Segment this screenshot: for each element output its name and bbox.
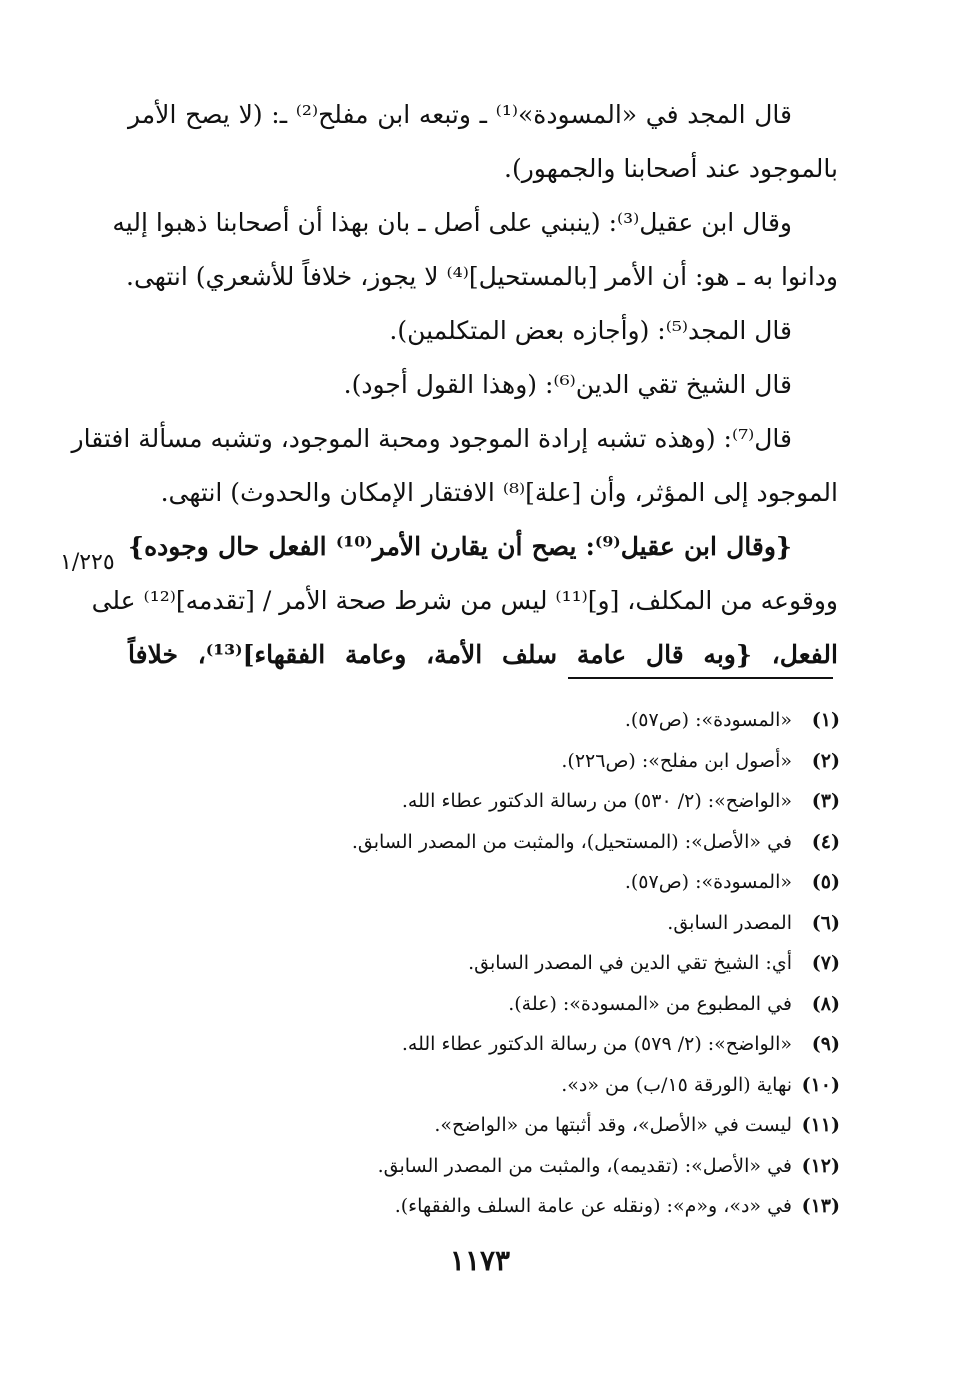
footnote-item bbox=[200, 700, 840, 741]
footnote-text: أي: الشيخ تقي الدين في المصدر السابق. bbox=[468, 952, 792, 974]
footnote-text: «الواضح»: (٢/ ٥٣٠) من رسالة الدكتور عطاء الله. bbox=[401, 790, 792, 812]
footnote-separator bbox=[568, 677, 833, 679]
footnote-text: المصدر السابق. bbox=[667, 911, 792, 934]
footnote-text: «المسودة»: (ص٥٧). bbox=[624, 709, 792, 731]
text-line-8: الموجود إلى المؤثر، وأن [علة]⁽⁸⁾ الافتقار الإمكان والحدوث) انتهى. bbox=[160, 478, 838, 507]
text-line-5: قال المجد⁽⁵⁾: (وأجازه بعض المتكلمين). bbox=[389, 316, 792, 345]
footnote-item bbox=[200, 1105, 840, 1146]
footnote-item bbox=[200, 862, 840, 903]
text-line-4: ودانوا به ـ هو: أن الأمر [بالمستحيل]⁽⁴⁾ لا يجوز، خلافاً للأشعري) انتهى. bbox=[126, 262, 838, 291]
footnote-number: (٥) bbox=[811, 871, 840, 893]
footnote-text: «الواضح»: (٢/ ٥٧٩) من رسالة الدكتور عطاء الله. bbox=[401, 1033, 792, 1055]
text-line-10: ووقوعه من المكلف، [و]⁽¹¹⁾ ليس من شرط صحة الأمر / [تقدمه]⁽¹²⁾ على bbox=[91, 586, 838, 615]
footnote-text: «أصول ابن مفلح»: (ص٢٢٦). bbox=[561, 749, 792, 772]
footnote-item bbox=[200, 741, 840, 782]
footnote-item bbox=[200, 1024, 840, 1065]
footnotes bbox=[200, 700, 840, 1227]
footnote-text: في «د»، و«م»: (ونقله عن عامة السلف والفقهاء). bbox=[394, 1195, 792, 1217]
margin-volume-page-note: ١/٢٢٥ bbox=[60, 550, 115, 575]
footnote-number: (١٢) bbox=[801, 1154, 840, 1177]
footnote-text: نهاية (الورقة ١٥/ب) من «د». bbox=[561, 1073, 792, 1096]
footnote-item bbox=[200, 903, 840, 944]
footnote-text: في «الأصل»: (المستحيل)، والمثبت من المصدر السابق. bbox=[351, 830, 792, 853]
footnote-item bbox=[200, 1146, 840, 1187]
footnote-item bbox=[200, 1065, 840, 1106]
footnote-text: ليست في «الأصل»، وقد أثبتها من «الواضح». bbox=[434, 1114, 792, 1136]
footnote-number: (٩) bbox=[811, 1033, 840, 1055]
footnote-item bbox=[200, 943, 840, 984]
footnote-item bbox=[200, 1186, 840, 1227]
text-line-2: بالموجود عند أصحابنا والجمهور). bbox=[504, 154, 838, 183]
footnote-number: (٨) bbox=[811, 992, 840, 1015]
footnote-item bbox=[200, 781, 840, 822]
footnote-number: (٧) bbox=[811, 952, 840, 974]
footnote-number: (٣) bbox=[811, 790, 840, 812]
footnote-number: (١٠) bbox=[801, 1073, 840, 1096]
footnote-number: (٦) bbox=[811, 911, 840, 934]
footnote-text: في «الأصل»: (تقديمه)، والمثبت من المصدر السابق. bbox=[377, 1154, 792, 1177]
footnote-text: في المطبوع من «المسودة»: (علة). bbox=[508, 992, 792, 1015]
page-number: ١١٧٣ bbox=[449, 1244, 511, 1277]
footnote-number: (٢) bbox=[811, 749, 840, 772]
footnote-item bbox=[200, 984, 840, 1025]
text-line-9: {وقال ابن عقيل⁽⁹⁾: يصح أن يقارن الأمر⁽¹⁰⁾ الفعل حال وجوده} bbox=[128, 532, 792, 561]
footnote-number: (٤) bbox=[811, 830, 840, 853]
text-line-11: الفعل، {وبه قال عامة سلف الأمة، وعامة الفقهاء]⁽¹³⁾، خلافاً bbox=[128, 640, 838, 669]
footnote-text: «المسودة»: (ص٥٧). bbox=[624, 871, 792, 893]
text-line-7: قال⁽⁷⁾: (وهذه تشبه إرادة الموجود ومحبة الموجود، وتشبه مسألة افتقار bbox=[71, 424, 792, 453]
text-line-3: وقال ابن عقيل⁽³⁾: (ينبني على أصل ـ بان بهذا أن أصحابنا ذهبوا إليه bbox=[112, 208, 792, 237]
footnote-number: (١٣) bbox=[801, 1195, 840, 1217]
text-line-6: قال الشيخ تقي الدين⁽⁶⁾: (وهذا القول أجود). bbox=[343, 370, 792, 399]
text-line-1: قال المجد في «المسودة»⁽¹⁾ ـ وتبعه ابن مفلح⁽²⁾ ـ: (لا يصح الأمر bbox=[128, 100, 792, 129]
footnote-number: (١) bbox=[811, 709, 840, 731]
footnote-item bbox=[200, 822, 840, 863]
footnote-number: (١١) bbox=[801, 1114, 840, 1136]
